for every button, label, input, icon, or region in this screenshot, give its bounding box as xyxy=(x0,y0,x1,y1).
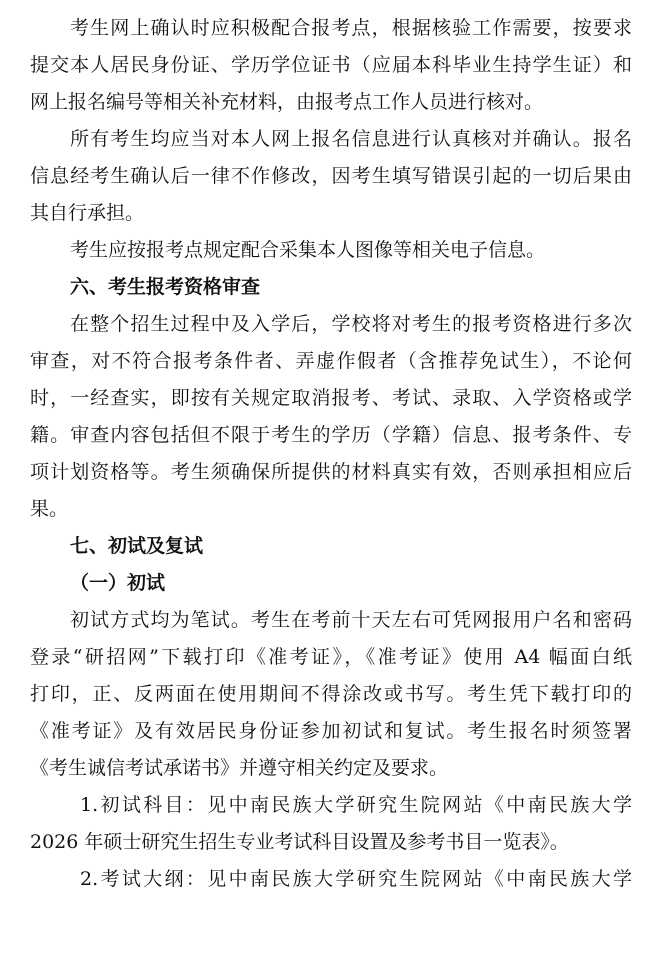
section-heading: 七、初试及复试 xyxy=(70,535,204,557)
paragraph-line: 项计划资格等。考生须确保所提供的材料真实有效，否则承担相应后 xyxy=(30,461,632,483)
paragraph-line: 审查，对不符合报考条件者、弄虚作假者（含推荐免试生），不论何 xyxy=(30,350,632,372)
paragraph-line: 籍。审查内容包括但不限于考生的学历（学籍）信息、报考条件、专 xyxy=(30,424,632,446)
paragraph-line: 《准考证》及有效居民身份证参加初试和复试。考生报名时须签署 xyxy=(30,720,632,742)
paragraph-line: 果。 xyxy=(30,498,69,520)
section-heading: 六、考生报考资格审查 xyxy=(70,276,261,298)
list-item-line: 2026 年硕士研究生招生专业考试科目设置及参考书目一览表》。 xyxy=(30,831,569,853)
paragraph-line: 在整个招生过程中及入学后，学校将对考生的报考资格进行多次 xyxy=(70,313,632,335)
paragraph-line: 初试方式均为笔试。考生在考前十天左右可凭网报用户名和密码 xyxy=(70,609,632,631)
paragraph-line: 考生网上确认时应积极配合报考点，根据核验工作需要，按要求 xyxy=(70,17,632,39)
paragraph-line: 考生应按报考点规定配合采集本人图像等相关电子信息。 xyxy=(70,239,546,261)
list-item-line: 2.考试大纲：见中南民族大学研究生院网站《中南民族大学 xyxy=(80,868,632,890)
list-item-line: 1.初试科目：见中南民族大学研究生院网站《中南民族大学 xyxy=(80,794,632,816)
paragraph-line: 提交本人居民身份证、学历学位证书（应届本科毕业生持学生证）和 xyxy=(30,54,632,76)
paragraph-line: 其自行承担。 xyxy=(30,202,145,224)
paragraph-line: 登录“研招网”下载打印《准考证》，《准考证》使用 A4 幅面白纸 xyxy=(30,646,632,668)
paragraph-line: 《考生诚信考试承诺书》并遵守相关约定及要求。 xyxy=(30,757,449,779)
paragraph-line: 打印，正、反两面在使用期间不得涂改或书写。考生凭下载打印的 xyxy=(30,683,632,705)
paragraph-line: 时，一经查实，即按有关规定取消报考、考试、录取、入学资格或学 xyxy=(30,387,632,409)
paragraph-line: 信息经考生确认后一律不作修改，因考生填写错误引起的一切后果由 xyxy=(30,165,632,187)
paragraph-line: 所有考生均应当对本人网上报名信息进行认真核对并确认。报名 xyxy=(70,128,632,150)
paragraph-line: 网上报名编号等相关补充材料，由报考点工作人员进行核对。 xyxy=(30,91,544,113)
subsection-heading: （一）初试 xyxy=(70,572,166,594)
